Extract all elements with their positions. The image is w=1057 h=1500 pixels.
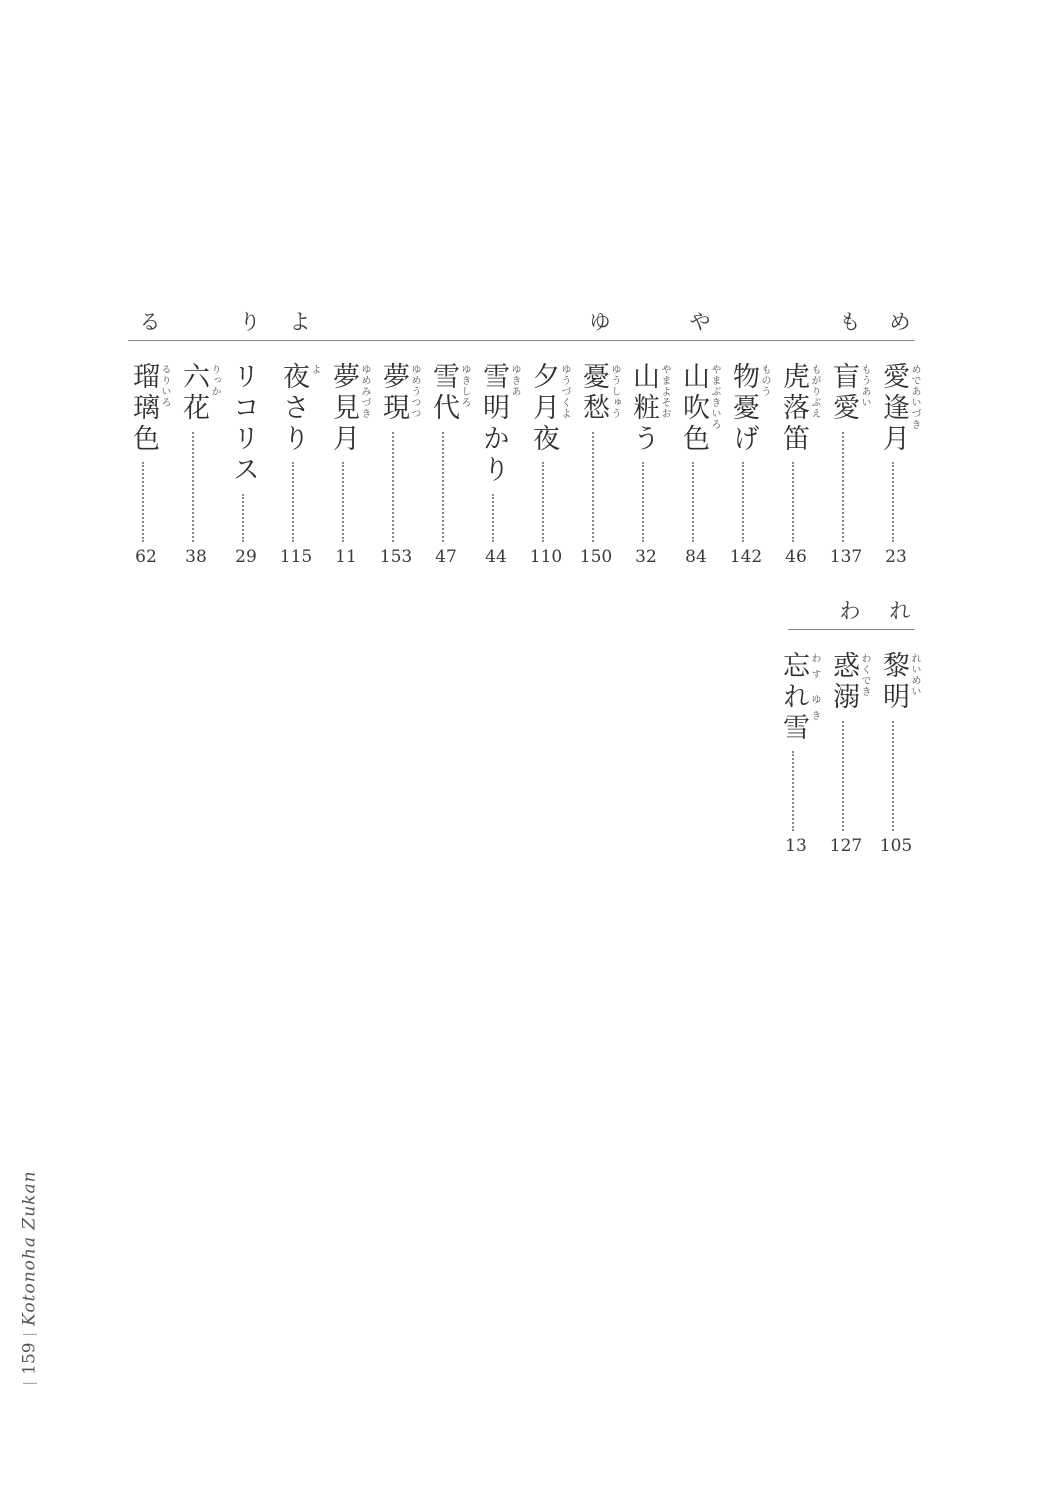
entry-ruby: わくでき bbox=[859, 653, 870, 697]
page-number: 62 bbox=[135, 547, 157, 567]
page-number: 13 bbox=[785, 836, 807, 856]
entry-ruby: ゆめみづき bbox=[359, 364, 370, 419]
page-number: 142 bbox=[729, 547, 763, 567]
entry-ruby: よ bbox=[309, 364, 320, 375]
entry-word: 夕月夜 bbox=[528, 362, 559, 455]
entry-ruby: ゆめうつつ bbox=[409, 364, 420, 419]
entry-word: 夜さり bbox=[278, 362, 309, 455]
entry-ruby: もがりぶえ bbox=[809, 364, 820, 419]
entry-word: 黎明 bbox=[878, 651, 909, 713]
bottom-rule bbox=[788, 629, 915, 630]
page-number: 105 bbox=[879, 836, 913, 856]
index-entry[interactable] bbox=[372, 362, 426, 572]
leader-dots bbox=[792, 462, 794, 542]
footer-separator bbox=[23, 1333, 37, 1334]
index-entry[interactable] bbox=[172, 362, 226, 572]
index-entry[interactable] bbox=[772, 362, 826, 572]
index-entry[interactable] bbox=[122, 362, 176, 572]
index-entry[interactable] bbox=[872, 651, 926, 861]
page-number: 32 bbox=[635, 547, 657, 567]
index-entry[interactable] bbox=[822, 362, 876, 572]
leader-dots bbox=[492, 494, 494, 542]
leader-dots bbox=[392, 432, 394, 542]
entry-word: 物憂げ bbox=[728, 362, 759, 455]
index-entry[interactable] bbox=[872, 362, 926, 572]
header-yu: ゆ bbox=[589, 310, 611, 334]
index-entry[interactable] bbox=[672, 362, 726, 572]
header-wa: わ bbox=[839, 599, 861, 623]
header-re: れ bbox=[889, 599, 911, 623]
entry-word: 盲愛 bbox=[828, 362, 859, 424]
entry-ruby: れいめい bbox=[909, 653, 920, 697]
index-entry[interactable] bbox=[422, 362, 476, 572]
leader-dots bbox=[592, 432, 594, 542]
entry-ruby: めであいづき bbox=[909, 364, 920, 430]
page-number: 127 bbox=[829, 836, 863, 856]
index-entry[interactable] bbox=[272, 362, 326, 572]
entry-word: 雪明かり bbox=[478, 362, 509, 486]
entry-word: 夢現 bbox=[378, 362, 409, 424]
page-number: 23 bbox=[885, 547, 907, 567]
leader-dots bbox=[192, 432, 194, 542]
entry-word: 山吹色 bbox=[678, 362, 709, 455]
leader-dots bbox=[292, 462, 294, 542]
leader-dots bbox=[442, 432, 444, 542]
index-entry[interactable] bbox=[772, 651, 826, 861]
leader-dots bbox=[242, 494, 244, 542]
leader-dots bbox=[742, 462, 744, 542]
entry-word: 雪代 bbox=[428, 362, 459, 424]
header-mo: も bbox=[839, 310, 861, 334]
footer-rule bbox=[23, 1383, 37, 1384]
index-entry[interactable] bbox=[522, 362, 576, 572]
entry-ruby: るりいろ bbox=[159, 364, 170, 408]
page-number: 137 bbox=[829, 547, 863, 567]
entry-ruby: ゆうしゅう bbox=[609, 364, 620, 419]
index-entry[interactable] bbox=[722, 362, 776, 572]
page-number: 84 bbox=[685, 547, 707, 567]
header-yo: よ bbox=[289, 310, 311, 334]
entry-ruby: ものう bbox=[759, 364, 770, 397]
leader-dots bbox=[892, 721, 894, 831]
page-number: 110 bbox=[529, 547, 563, 567]
entry-word: 山粧う bbox=[628, 362, 659, 455]
page-number: 29 bbox=[235, 547, 257, 567]
entry-word: 虎落笛 bbox=[778, 362, 809, 455]
entry-ruby: りっか bbox=[209, 364, 220, 397]
footer-book-title: Kotonoha Zukan bbox=[19, 1170, 40, 1326]
page-number: 47 bbox=[435, 547, 457, 567]
page-number: 115 bbox=[279, 547, 313, 567]
page-number: 150 bbox=[579, 547, 613, 567]
index-entry[interactable] bbox=[472, 362, 526, 572]
entry-ruby: やまよそお bbox=[659, 364, 670, 419]
index-entry[interactable] bbox=[572, 362, 626, 572]
entry-word: 忘れ雪 bbox=[778, 651, 809, 744]
entry-ruby: ゆきしろ bbox=[459, 364, 470, 408]
index-entry[interactable] bbox=[822, 651, 876, 861]
leader-dots bbox=[792, 751, 794, 831]
header-ru: る bbox=[139, 310, 161, 334]
entry-ruby: ゆうづくよ bbox=[559, 364, 570, 419]
page-number: 44 bbox=[485, 547, 507, 567]
entry-word: 六花 bbox=[178, 362, 209, 424]
leader-dots bbox=[892, 462, 894, 542]
entry-word: 惑溺 bbox=[828, 651, 859, 713]
leader-dots bbox=[542, 462, 544, 542]
entry-word: 愛逢月 bbox=[878, 362, 909, 455]
leader-dots bbox=[642, 462, 644, 542]
entry-word: 瑠璃色 bbox=[128, 362, 159, 455]
page-number: 11 bbox=[335, 547, 357, 567]
leader-dots bbox=[142, 462, 144, 542]
leader-dots bbox=[842, 432, 844, 542]
index-entry[interactable] bbox=[322, 362, 376, 572]
top-rule bbox=[128, 340, 915, 341]
entry-word: リコリス bbox=[228, 362, 259, 486]
entry-ruby: ゆきあ bbox=[509, 364, 520, 397]
leader-dots bbox=[342, 462, 344, 542]
entry-word: 憂愁 bbox=[578, 362, 609, 424]
page-number: 38 bbox=[185, 547, 207, 567]
leader-dots bbox=[842, 721, 844, 831]
leader-dots bbox=[692, 462, 694, 542]
index-entry[interactable] bbox=[222, 362, 276, 572]
entry-word: 夢見月 bbox=[328, 362, 359, 455]
entry-ruby: わす ゆき bbox=[809, 653, 820, 727]
entry-ruby: もうあい bbox=[859, 364, 870, 408]
footer-page-number: 159 bbox=[19, 1342, 40, 1375]
index-entry[interactable] bbox=[622, 362, 676, 572]
entry-ruby: やまぶきいろ bbox=[709, 364, 720, 430]
header-me: め bbox=[889, 310, 911, 334]
header-ri: り bbox=[239, 310, 261, 334]
page-footer bbox=[15, 1170, 45, 1392]
header-ya: や bbox=[689, 310, 711, 334]
page-number: 153 bbox=[379, 547, 413, 567]
page-number: 46 bbox=[785, 547, 807, 567]
